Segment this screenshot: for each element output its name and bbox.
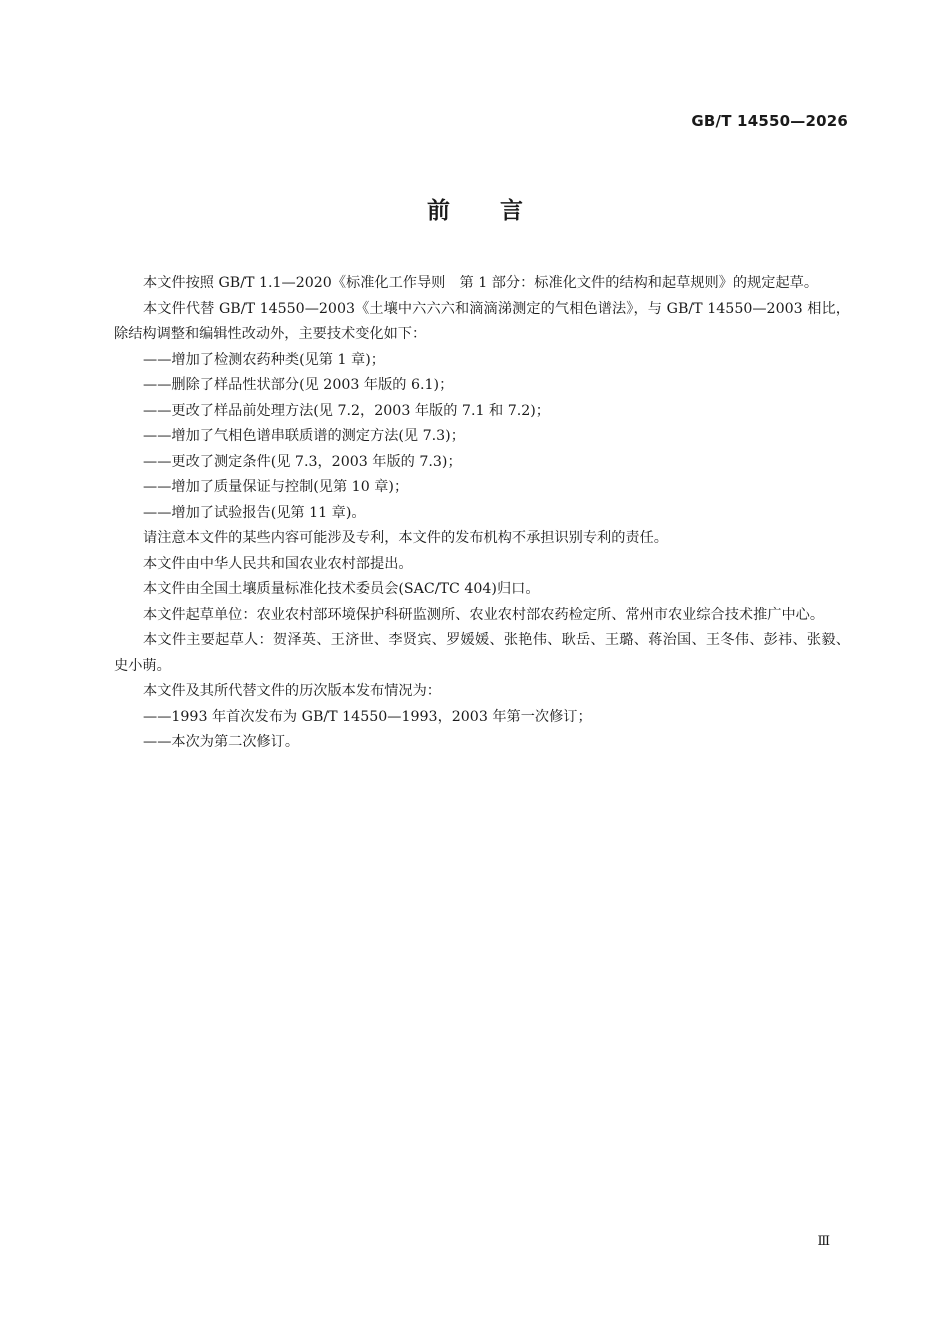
paragraph-drafting-rules: 本文件按照 GB/T 1.1—2020《标准化工作导则 第 1 部分：标准化文件的结构和起草规则》的规定起草。 xyxy=(143,275,819,291)
paragraph-proposer: 本文件由中华人民共和国农业农村部提出。 xyxy=(143,555,413,572)
change-item: ——增加了质量保证与控制(见第 10 章)； xyxy=(143,479,409,495)
history-item: ——1993 年首次发布为 GB/T 14550—1993，2003 年第一次修订； xyxy=(143,708,592,725)
standard-number-header: GB/T 14550—2026 xyxy=(691,112,848,130)
page-number: Ⅲ xyxy=(817,1234,830,1249)
paragraph-history-intro: 本文件及其所代替文件的历次版本发布情况为： xyxy=(143,683,441,699)
paragraph-replacement: 本文件代替 GB/T 14550—2003《土壤中六六六和滴滴涕测定的气相色谱法》，与 GB/T 14550—2003 相比，除结构调整和编辑性改动外，主要技术变化如下： xyxy=(114,300,850,342)
paragraph-drafting-units: 本文件起草单位：农业农村部环境保护科研监测所、农业农村部农药检定所、常州市农业综合技术推广中心。 xyxy=(143,606,825,623)
change-item: ——删除了样品性状部分(见 2003 年版的 6.1)； xyxy=(143,377,454,393)
paragraph-drafters: 本文件主要起草人：贺泽英、王济世、李贤宾、罗媛媛、张艳伟、耿岳、王璐、蒋治国、王冬伟、彭祎、张毅、史小萌。 xyxy=(114,632,850,674)
change-item: ——增加了试验报告(见第 11 章)。 xyxy=(143,504,366,521)
change-item: ——更改了测定条件(见 7.3，2003 年版的 7.3)； xyxy=(143,453,462,470)
change-item: ——增加了气相色谱串联质谱的测定方法(见 7.3)； xyxy=(143,428,465,444)
paragraph-patent-notice: 请注意本文件的某些内容可能涉及专利，本文件的发布机构不承担识别专利的责任。 xyxy=(143,530,668,546)
paragraph-committee: 本文件由全国土壤质量标准化技术委员会(SAC/TC 404)归口。 xyxy=(143,581,540,597)
page-title: 前言 xyxy=(427,198,573,224)
change-item: ——更改了样品前处理方法(见 7.2，2003 年版的 7.1 和 7.2)； xyxy=(143,402,550,419)
change-item: ——增加了检测农药种类(见第 1 章)； xyxy=(143,351,385,368)
document-body xyxy=(114,271,850,756)
history-item: ——本次为第二次修订。 xyxy=(143,734,300,750)
